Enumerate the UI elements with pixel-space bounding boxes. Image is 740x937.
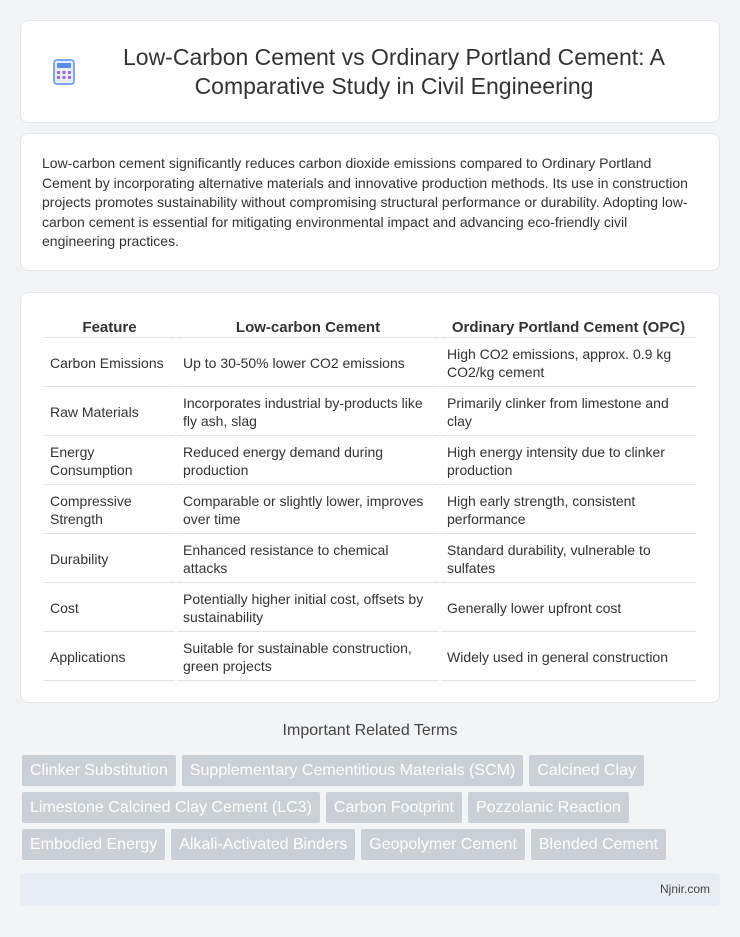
table-row [44,389,696,436]
related-terms-list [22,755,702,866]
feature-cell: Compressive Strength [44,487,175,534]
table-row [44,536,696,583]
low-carbon-cell: Suitable for sustainable construction, green projects [177,634,439,681]
low-carbon-cell: Enhanced resistance to chemical attacks [177,536,439,583]
related-terms-heading: Important Related Terms [282,722,458,739]
related-term-tag[interactable]: Supplementary Cementitious Materials (SCM) [182,755,523,786]
feature-cell: Cost [44,585,175,632]
table-header-row [44,315,696,338]
intro-card [20,133,720,271]
related-term-tag[interactable]: Calcined Clay [529,755,644,786]
opc-cell: High CO2 emissions, approx. 0.9 kg CO2/kg cement [441,340,696,387]
feature-cell: Energy Consumption [44,438,175,485]
low-carbon-cell: Up to 30-50% lower CO2 emissions [177,340,439,387]
related-term-tag[interactable]: Limestone Calcined Clay Cement (LC3) [22,792,320,823]
low-carbon-cell: Reduced energy demand during production [177,438,439,485]
intro-paragraph: Low-carbon cement significantly reduces carbon dioxide emissions compared to Ordinary Portland Cement by incorporating alternative materials and innovative production methods. Its use in construction projects promotes sustainability without compromising structural performance or durability. Adopting low-carbon cement is essential for mitigating environmental impact and advancing eco-friendly civil engineering practices. [42,155,688,250]
table-row [44,438,696,485]
title-card [20,20,720,123]
related-term-tag[interactable]: Clinker Substitution [22,755,176,786]
feature-cell: Applications [44,634,175,681]
feature-cell: Durability [44,536,175,583]
comparison-table [42,313,698,683]
related-term-tag[interactable]: Embodied Energy [22,829,165,860]
opc-cell: Generally lower upfront cost [441,585,696,632]
footer [20,873,720,906]
opc-cell: Standard durability, vulnerable to sulfates [441,536,696,583]
opc-cell: High energy intensity due to clinker production [441,438,696,485]
low-carbon-cell: Comparable or slightly lower, improves over time [177,487,439,534]
table-row [44,585,696,632]
table-row [44,634,696,681]
comparison-table-card [20,292,720,703]
related-term-tag[interactable]: Pozzolanic Reaction [468,792,629,823]
opc-cell: High early strength, consistent performance [441,487,696,534]
header-opc: Ordinary Portland Cement (OPC) [441,315,696,338]
feature-cell: Carbon Emissions [44,340,175,387]
related-term-tag[interactable]: Geopolymer Cement [361,829,525,860]
related-term-tag[interactable]: Carbon Footprint [326,792,462,823]
calculator-icon [51,59,77,85]
footer-brand[interactable]: Njnir.com [659,882,710,896]
header-low-carbon: Low-carbon Cement [177,315,439,338]
low-carbon-cell: Potentially higher initial cost, offsets by sustainability [177,585,439,632]
table-row [44,487,696,534]
page-title: Low-Carbon Cement vs Ordinary Portland Cement: A Comparative Study in Civil Engineering [122,43,666,99]
related-term-tag[interactable]: Alkali-Activated Binders [171,829,355,860]
opc-cell: Widely used in general construction [441,634,696,681]
low-carbon-cell: Incorporates industrial by-products like fly ash, slag [177,389,439,436]
header-feature: Feature [44,315,175,338]
opc-cell: Primarily clinker from limestone and clay [441,389,696,436]
feature-cell: Raw Materials [44,389,175,436]
related-term-tag[interactable]: Blended Cement [531,829,666,860]
table-row [44,340,696,387]
